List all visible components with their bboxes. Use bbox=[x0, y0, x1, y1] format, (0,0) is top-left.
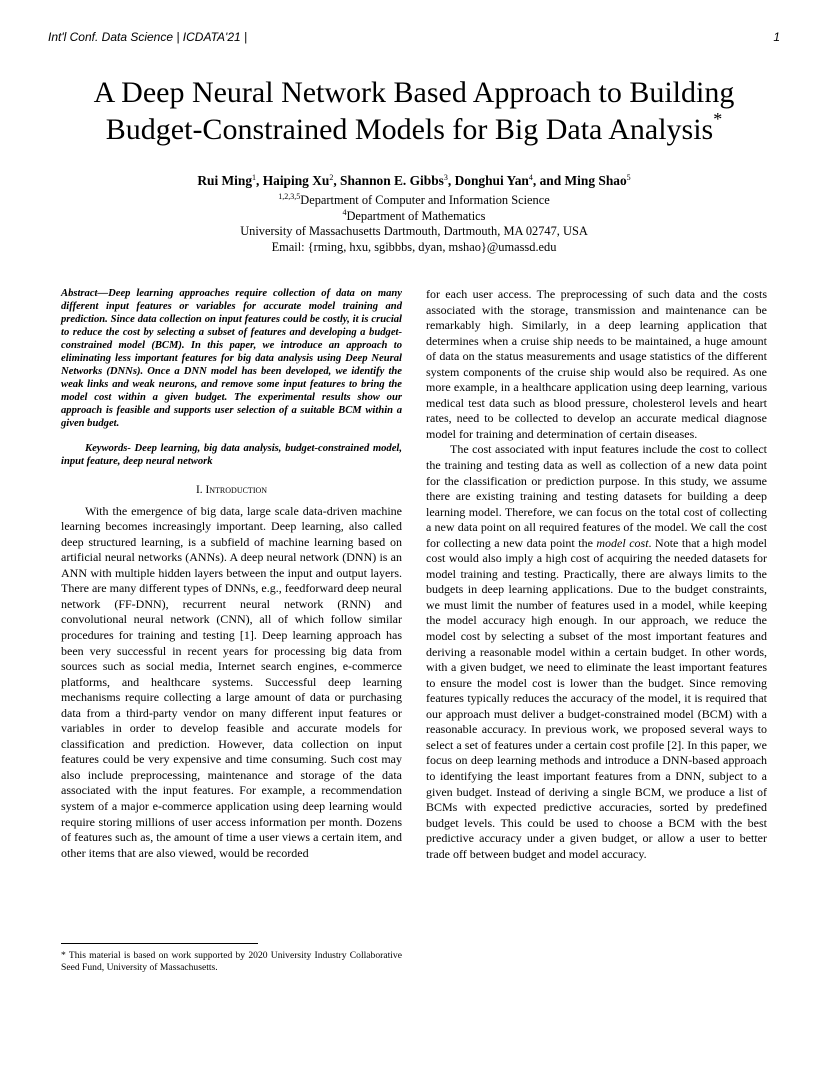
affiliation-dept-1 bbox=[40, 193, 788, 209]
keywords: Keywords- Deep learning, big data analysis, budget-constrained model, input feature, deep neural network bbox=[61, 442, 402, 467]
page-number: 1 bbox=[773, 30, 780, 44]
affiliation-dept-2 bbox=[40, 209, 788, 225]
footnote: * This material is based on work supported by 2020 University Industry Collaborative Seed Fund, University of Massachusetts. bbox=[61, 950, 402, 974]
abstract: Abstract—Deep learning approaches require collection of data on many different input features or variables for accurate model training and prediction. Since data collection on input features could be costly, it is crucial to reduce the cost by selecting a subset of features and developing a budget-constrained model (BCM). In this paper, we introduce an approach to eliminating less important features for big data analysis using Deep Neural Networks (DNNs). Once a DNN model has been developed, we identify the weak links and weak neurons, and remove some input features to bring the model cost within a given budget. The experimental results show our approach is feasible and supports user selection of a suitable BCM within a given budget. bbox=[61, 288, 402, 430]
affiliation-dept-2-text: Department of Mathematics bbox=[346, 208, 486, 223]
author-separator: , bbox=[447, 173, 455, 188]
intro-paragraph-1: With the emergence of big data, large scale data-driven machine learning becomes increasingly important. Deep learning, also called deep structured learning, is a subfield of machine learning based on artificial neural networks (ANNs). A deep neural network (DNN) is an ANN with multiple hidden layers between the input and output layers. There are many different types of DNNs, e.g., feedforward deep neural network (FF-DNN), recurrent neural network (RNN) and convolutional neural network (CNN), all of which follow similar procedures for training and testing [1]. Deep learning approach has been very successful in recent years for processing big data from sources such as social media, Internet search engines, e-commerce platforms, and healthcare systems. Successful deep learning mechanisms require collecting a large amount of data or purchasing data from a third-party vendor on many different input features or variables in order to develop feasible and accurate models for classification and prediction. However, data collection on input features could be very expensive and time consuming. Such cost may also include preprocessing, maintenance and storage of the data associated with the input features. For example, a recommendation system of a major e-commerce application using deep learning would require storing millions of user access information per month. Dozens of features such as, the amount of time a user views a certain item, and other items that are also viewed, would be recorded bbox=[61, 503, 402, 860]
author-name: Ming Shao bbox=[564, 173, 627, 188]
author-affil-mark: 4 bbox=[528, 173, 533, 182]
intro-paragraph-2 bbox=[426, 442, 767, 862]
intro-paragraph-2-part-a: The cost associated with input features include the cost to collect the training and testing data as well as collection of a new data point for the classification or prediction purpose. In this study, we assume there are existing training and testing datasets for building a deep learning model. Therefore, we can focus on the total cost of collecting a new data point on all required features of the model. We call the cost for collecting a new data point the bbox=[426, 442, 767, 550]
title-footnote-mark: * bbox=[713, 109, 723, 129]
paper-title bbox=[40, 74, 788, 148]
running-head bbox=[48, 30, 780, 46]
author-list bbox=[40, 173, 788, 189]
footnote-rule bbox=[61, 943, 258, 944]
author-name: Rui Ming bbox=[197, 173, 253, 188]
left-column bbox=[61, 287, 402, 861]
author-affil-mark: 5 bbox=[626, 173, 631, 182]
intro-paragraph-1-continued: for each user access. The preprocessing of such data and the costs associated with the storage, transmission and maintenance can be remarkably high. Similarly, in a deep learning application that determines when a cruise ship needs to be maintained, a huge amount of data on the status measurements and usage statistics of the different system components of the cruise ship would also be required. As one more example, in a healthcare application using deep learning, various medical test data such as blood pressure, cholesterol levels and heart rates, need to be collected to develop an accurate medical diagnose model for training and determination of certain diseases. bbox=[426, 287, 767, 441]
section-title: Introduction bbox=[205, 483, 268, 496]
title-line-2 bbox=[40, 111, 788, 148]
author-name: Haiping Xu bbox=[262, 173, 330, 188]
affiliation-block bbox=[40, 193, 788, 255]
author-name: Donghui Yan bbox=[454, 173, 529, 188]
affiliation-mark: 4 bbox=[342, 207, 347, 217]
author-separator: , bbox=[333, 173, 341, 188]
title-line-2-text: Budget-Constrained Models for Big Data Analysis bbox=[105, 113, 714, 146]
section-heading bbox=[61, 483, 402, 498]
author-affil-mark: 2 bbox=[329, 173, 334, 182]
affiliation-email: Email: {rming, hxu, sgibbbs, dyan, mshao}@umassd.edu bbox=[271, 239, 557, 254]
affiliation-university: University of Massachusetts Dartmouth, Dartmouth, MA 02747, USA bbox=[240, 224, 588, 239]
author-separator: , and bbox=[532, 173, 565, 188]
running-head-conference: Int'l Conf. Data Science | ICDATA'21 | bbox=[48, 30, 248, 44]
author-separator: , bbox=[256, 173, 263, 188]
affiliation-dept-1-text: Department of Computer and Information Science bbox=[300, 193, 550, 207]
author-affil-mark: 3 bbox=[443, 173, 448, 182]
section-number: I. bbox=[195, 483, 203, 496]
title-line-1: A Deep Neural Network Based Approach to Building bbox=[93, 76, 735, 109]
right-column bbox=[426, 287, 767, 862]
intro-paragraph-2-part-b: . Note that a high model cost would also imply a high cost of acquiring the needed datasets for model training and testing. Practically, there are always limits to the budgets in deep learning applications. Due to the budget constraints, we must limit the number of features used in a model, while keeping the model accuracy high enough. In our approach, we reduce the model cost by selecting a subset of the most important features and deriving a reasonable model within a certain budget. In other words, with a given budget, we need to eliminate the least important features to ensure the model cost is lower than the budget. Since removing features typically reduces the accuracy of the model, it is required that our approach must deliver a budget-constrained model (BCM) with a reasonable accuracy. In previous work, we proposed several ways to select a set of features under a certain cost profile [2]. In this paper, we focus on deep learning methods and introduce a DNN-based approach to identifying the least important features from a DNN, subject to a given budget. Instead of deriving a single BCM, we produce a list of BCMs with expected predictive accuracies, sorted by predefined budget levels. This could be used to choose a BCM with the best predictive accuracy under a given budget, or allow a user to better trade off between budget and model accuracy. bbox=[426, 535, 767, 861]
model-cost-term: model cost bbox=[596, 535, 649, 550]
author-name: Shannon E. Gibbs bbox=[340, 173, 444, 188]
author-affil-mark: 1 bbox=[252, 173, 257, 182]
affiliation-mark: 1,2,3,5 bbox=[278, 192, 301, 201]
